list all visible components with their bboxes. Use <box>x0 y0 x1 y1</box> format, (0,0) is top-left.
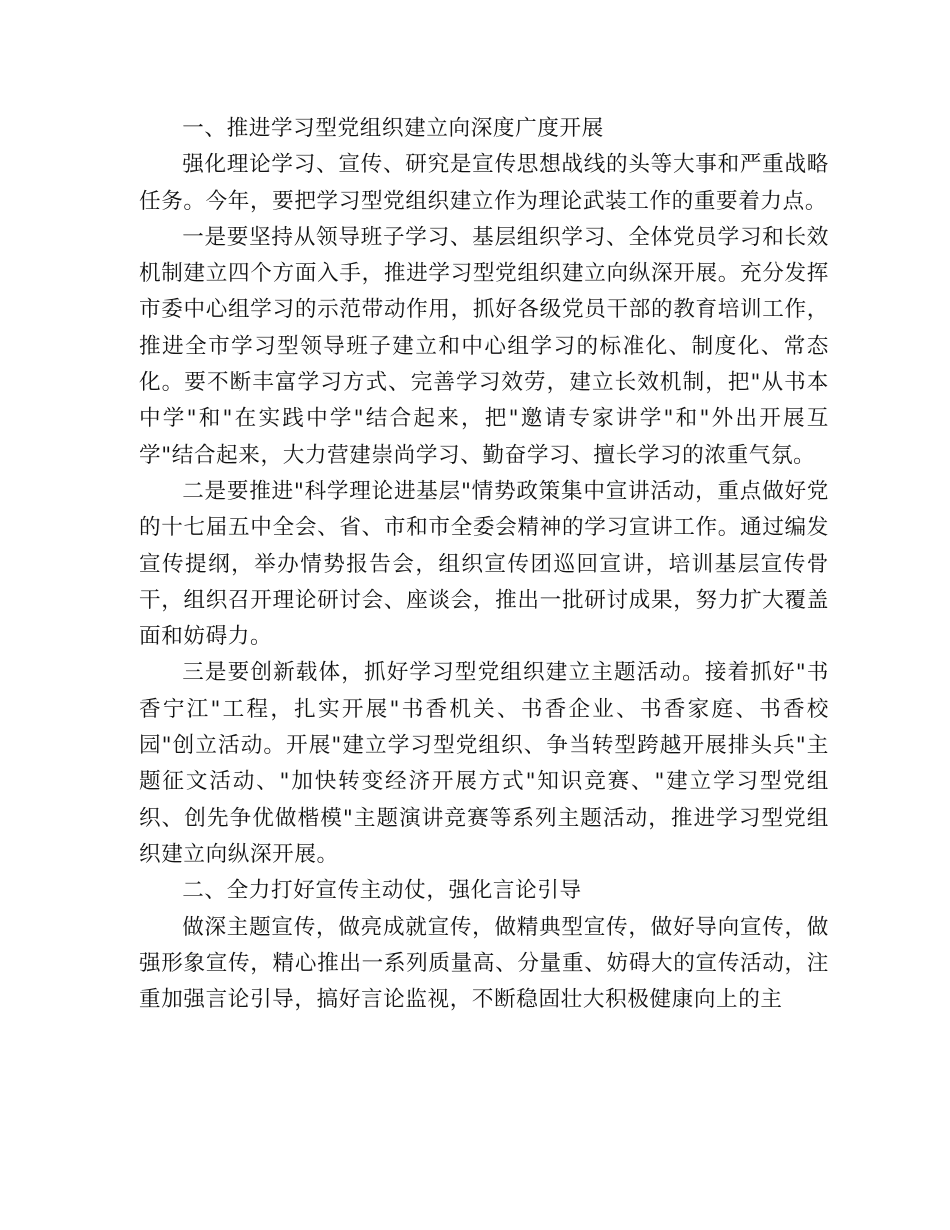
paragraph: 强化理论学习、宣传、研究是宣传思想战线的头等大事和严重战略任务。今年，要把学习型党组织建立作为理论武装工作的重要着力点。 <box>139 152 829 214</box>
paragraph: 三是要创新载体，抓好学习型党组织建立主题活动。接着抓好"书香宁江"工程，扎实开展"书香机关、书香企业、书香家庭、书香校园"创立活动。开展"建立学习型党组织、争当转型跨越开展排头兵"主题征文活动、"加快转变经济开展方式"知识竞赛、"建立学习型党组织、创先争优做楷模"主题演讲竞赛等系列主题活动，推进学习型党组织建立向纵深开展。 <box>139 660 829 867</box>
document-body <box>139 111 829 1018</box>
section-heading-2: 二、全力打好宣传主动仗，强化言论引导 <box>182 878 582 904</box>
section-heading-1: 一、推进学习型党组织建立向深度广度开展 <box>182 116 604 141</box>
paragraph: 二是要推进"科学理论进基层"情势政策集中宣讲活动，重点做好党的十七届五中全会、省、市和市全委会精神的学习宣讲工作。通过编发宣传提纲，举办情势报告会，组织宣传团巡回宣讲，培训基层宣传骨干，组织召开理论研讨会、座谈会，推出一批研讨成果，努力扩大覆盖面和妨碍力。 <box>139 478 829 650</box>
paragraph: 一是要坚持从领导班子学习、基层组织学习、全体党员学习和长效机制建立四个方面入手，推进学习型党组织建立向纵深开展。充分发挥市委中心组学习的示范带动作用，抓好各级党员干部的教育培训工作，推进全市学习型领导班子建立和中心组学习的标准化、制度化、常态化。要不断丰富学习方式、完善学习效劳，建立长效机制，把"从书本中学"和"在实践中学"结合起来，把"邀请专家讲学"和"外出开展互学"结合起来，大力营建崇尚学习、勤奋学习、擅长学习的浓重气氛。 <box>139 224 829 468</box>
paragraph: 做深主题宣传，做亮成就宣传，做精典型宣传，做好导向宣传，做强形象宣传，精心推出一系列质量高、分量重、妨碍大的宣传活动，注重加强言论引导，搞好言论监视，不断稳固壮大积极健康向上的主 <box>139 914 829 1013</box>
